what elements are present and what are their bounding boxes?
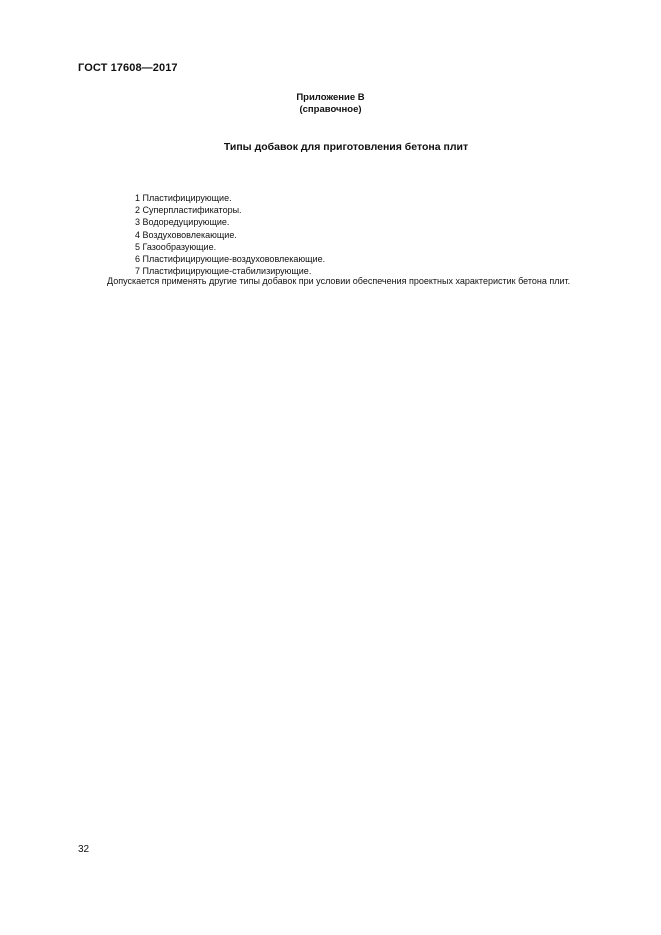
- list-item: 1 Пластифицирующие.: [135, 193, 232, 203]
- note-paragraph: Допускается применять другие типы добавок при условии обеспечения проектных характеристик бетона плит.: [107, 276, 571, 286]
- list-item: 2 Суперпластификаторы.: [135, 205, 242, 216]
- page-number: 32: [78, 844, 90, 855]
- additive-types-list: [135, 192, 325, 277]
- appendix-subtitle: (справочное): [299, 104, 362, 115]
- document-header: ГОСТ 17608—2017: [78, 62, 178, 74]
- list-item: 6 Пластифицирующие-воздухововлекающие.: [135, 254, 326, 265]
- section-title: Типы добавок для приготовления бетона плит: [223, 141, 469, 153]
- appendix-heading: [0, 92, 661, 116]
- appendix-title: Приложение В: [296, 92, 365, 103]
- list-item: 4 Воздухововлекающие.: [135, 229, 237, 240]
- list-item: 3 Водоредуцирующие.: [135, 217, 230, 228]
- list-item: 7 Пластифицирующие-стабилизирующие.: [135, 266, 312, 277]
- list-item: 5 Газообразующие.: [135, 241, 217, 252]
